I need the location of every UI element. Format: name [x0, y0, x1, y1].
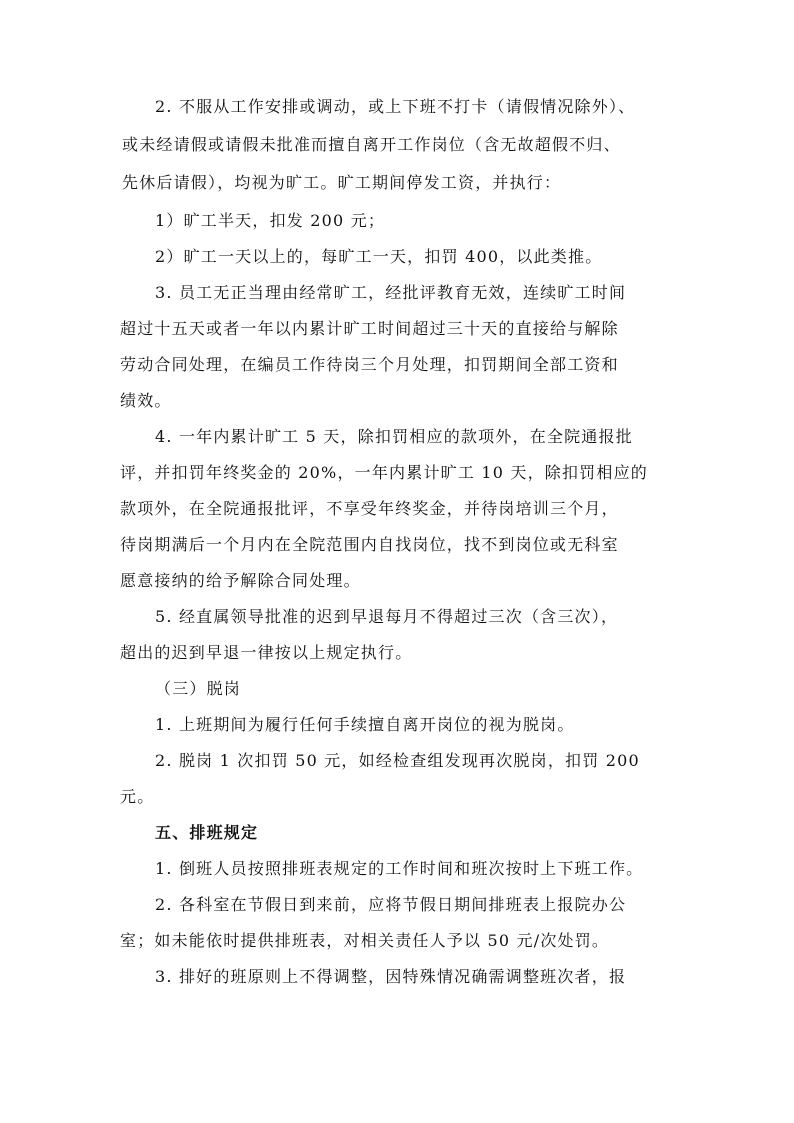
text-line: 绩效。 — [120, 391, 172, 410]
text-line: 劳动合同处理，在编员工作待岗三个月处理，扣罚期间全部工资和 — [120, 355, 619, 374]
text-line: 5. 经直属领导批准的迟到早退每月不得超过三次（含三次）， — [155, 607, 619, 626]
text-line: 愿意接纳的给予解除合同处理。 — [120, 571, 361, 590]
text-line: 超过十五天或者一年以内累计旷工时间超过三十天的直接给与解除 — [120, 319, 619, 338]
text-line: 款项外，在全院通报批评，不享受年终奖金，并待岗培训三个月， — [120, 499, 619, 518]
text-line: 或未经请假或请假未批准而擅自离开工作岗位（含无故超假不归、 — [122, 135, 621, 154]
text-line: 1）旷工半天，扣发 200 元； — [155, 211, 386, 230]
text-line: 3. 员工无正当理由经常旷工，经批评教育无效，连续旷工时间 — [155, 283, 627, 302]
text-line: 2. 各科室在节假日到来前，应将节假日期间排班表上报院办公 — [155, 895, 627, 914]
text-line: 2. 不服从工作安排或调动，或上下班不打卡（请假情况除外）、 — [155, 97, 636, 116]
text-line: 评，并扣罚年终奖金的 20%，一年内累计旷工 10 天，除扣罚相应的 — [120, 463, 648, 482]
section-heading: （三）脱岗 — [155, 679, 242, 698]
text-line: 1. 上班期间为履行任何手续擅自离开岗位的视为脱岗。 — [155, 715, 575, 734]
text-line: 先休后请假），均视为旷工。旷工期间停发工资，并执行： — [122, 173, 562, 192]
text-line: 3. 排好的班原则上不得调整，因特殊情况确需调整班次者，报 — [155, 967, 627, 986]
text-line: 超出的迟到早退一律按以上规定执行。 — [120, 643, 413, 662]
text-line: 4. 一年内累计旷工 5 天，除扣罚相应的款项外，在全院通报批 — [155, 427, 633, 446]
text-line: 2. 脱岗 1 次扣罚 50 元，如经检查组发现再次脱岗，扣罚 200 — [155, 751, 640, 770]
text-line: 室；如未能依时提供排班表，对相关责任人予以 50 元/次处罚。 — [120, 931, 610, 950]
section-heading: 五、排班规定 — [155, 823, 259, 842]
text-line: 2）旷工一天以上的，每旷工一天，扣罚 400，以此类推。 — [155, 247, 603, 266]
text-line: 1. 倒班人员按照排班表规定的工作时间和班次按时上下班工作。 — [155, 859, 644, 878]
text-line: 待岗期满后一个月内在全院范围内自找岗位，找不到岗位或无科室 — [120, 535, 619, 554]
text-line: 元。 — [120, 787, 155, 806]
